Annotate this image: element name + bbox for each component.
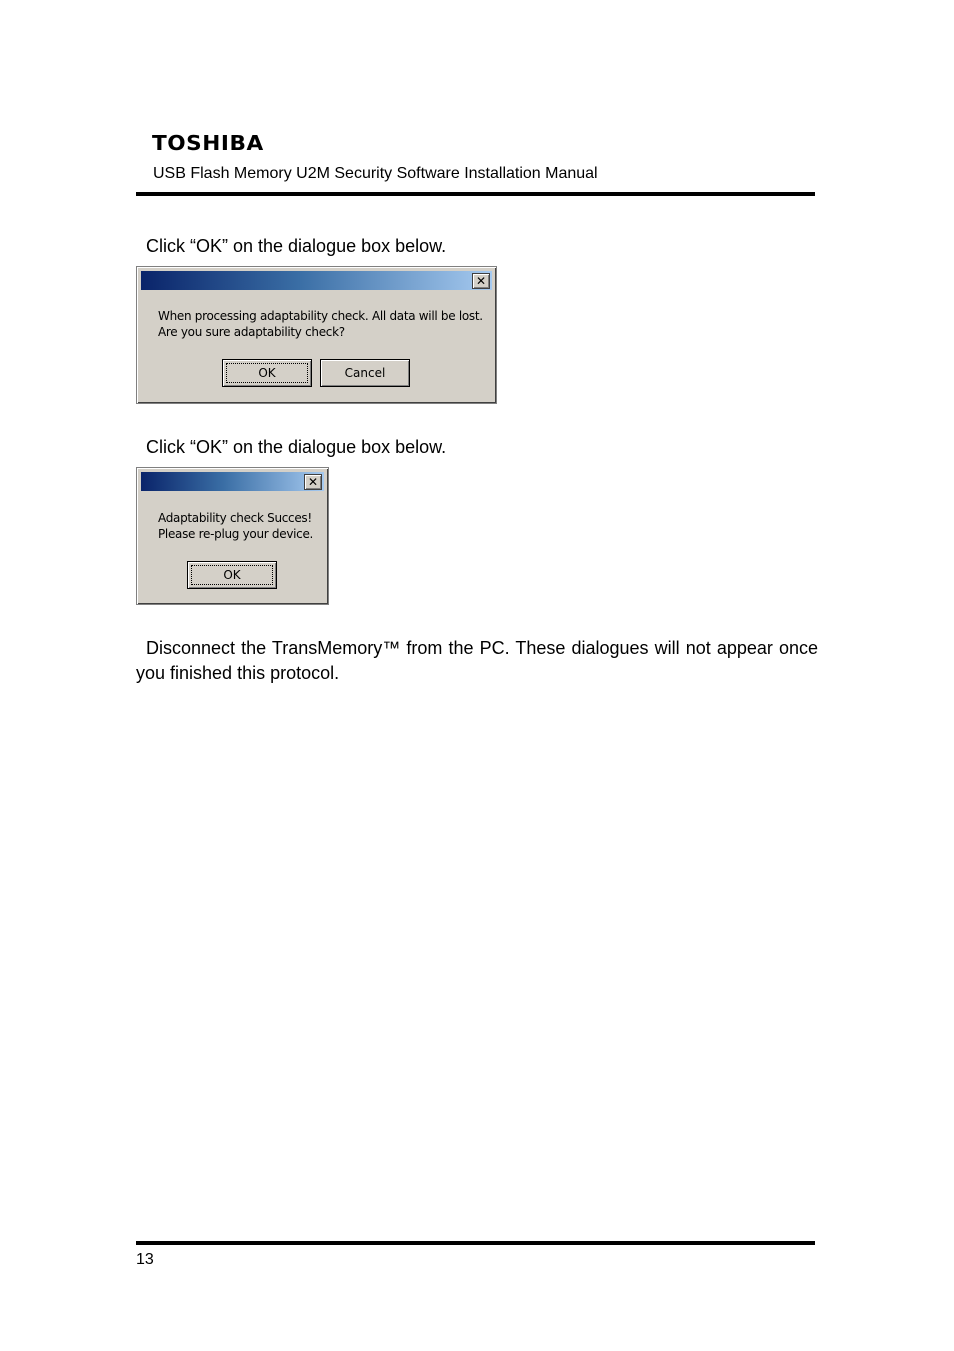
- dialog-message: [158, 308, 483, 340]
- message-line: Are you sure adaptability check?: [158, 325, 345, 339]
- dialog-titlebar: [141, 271, 492, 290]
- close-icon[interactable]: ✕: [472, 273, 490, 289]
- header-rule: [136, 192, 815, 196]
- message-line: Please re-plug your device.: [158, 527, 314, 541]
- step-2-instruction: Click “OK” on the dialogue box below.: [146, 437, 447, 457]
- step-1-instruction: Click “OK” on the dialogue box below.: [146, 236, 447, 256]
- dialog-titlebar: [141, 472, 324, 491]
- manual-title: USB Flash Memory U2M Security Software Installation Manual: [153, 165, 598, 182]
- toshiba-logo: TOSHIBA: [152, 131, 264, 155]
- close-icon[interactable]: ✕: [304, 474, 322, 490]
- message-line: Adaptability check Succes!: [158, 511, 312, 525]
- message-line: When processing adaptability check. All data will be lost.: [158, 309, 483, 323]
- dialog-message: [158, 510, 313, 542]
- success-dialog: [136, 467, 329, 605]
- confirm-adaptability-dialog: [136, 266, 497, 404]
- page-number: 13: [136, 1251, 154, 1268]
- footer-rule: [136, 1241, 815, 1245]
- ok-button[interactable]: OK: [222, 359, 312, 387]
- ok-button[interactable]: OK: [187, 561, 277, 589]
- cancel-button[interactable]: Cancel: [320, 359, 410, 387]
- closing-text: Disconnect the TransMemory™ from the PC. These dialogues will not appear once you finished this protocol.: [136, 638, 818, 683]
- closing-paragraph: [136, 636, 818, 686]
